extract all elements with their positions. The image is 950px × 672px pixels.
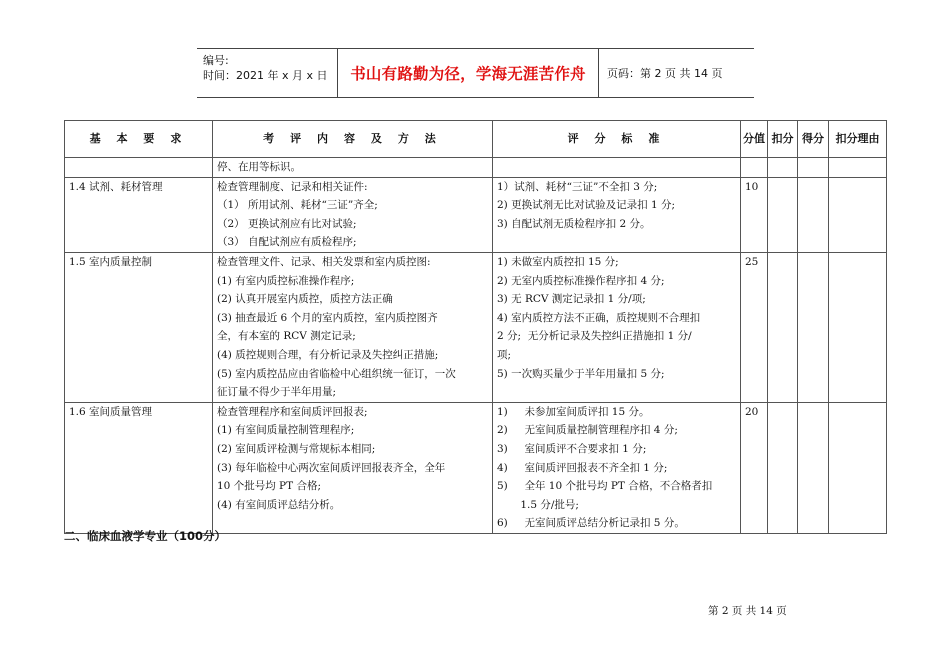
content-line: 检查管理制度、记录和相关证件: bbox=[217, 180, 368, 193]
section-title: 二、临床血液学专业（100分） bbox=[64, 529, 227, 543]
cell-score: 20 bbox=[741, 402, 768, 533]
cell-content bbox=[213, 252, 493, 402]
cell-requirement bbox=[65, 177, 213, 252]
cell-standard bbox=[493, 402, 741, 533]
standard-line: 5) 一次购买量少于半年用量扣 5 分; bbox=[497, 367, 665, 380]
evaluation-table bbox=[64, 120, 887, 534]
cell-standard bbox=[493, 158, 741, 178]
content-line: (3) 抽查最近 6 个月的室内质控，室内质控图齐 bbox=[217, 311, 438, 324]
header-got: 得分 bbox=[798, 121, 829, 158]
standard-line: 5) 全年 10 个批号均 PT 合格，不合格者扣 bbox=[497, 480, 713, 493]
cell-content bbox=[213, 402, 493, 533]
table-row bbox=[65, 252, 887, 402]
content-line: (2) 室间质评检测与常规标本相同; bbox=[217, 442, 376, 455]
requirement-text: 1.6 室间质量管理 bbox=[69, 405, 153, 418]
content-line: (3) 每年临检中心两次室间质评回报表齐全，全年 bbox=[217, 461, 446, 474]
table-header-row bbox=[65, 121, 887, 158]
cell-reason bbox=[829, 177, 887, 252]
cell-requirement bbox=[65, 402, 213, 533]
content-line: （3） 自配试剂应有质检程序; bbox=[217, 236, 357, 249]
header-reason: 扣分理由 bbox=[829, 121, 887, 158]
standard-line: 1) 未做室内质控扣 15 分; bbox=[497, 255, 619, 268]
header-motto: 书山有路勤为径，学海无涯苦作舟 bbox=[338, 49, 599, 97]
standard-line: 3) 自配试剂无质检程序扣 2 分。 bbox=[497, 217, 651, 230]
content-line: （1） 所用试剂、耗材“三证”齐全; bbox=[217, 199, 378, 212]
time-label: 时间：2021 年 x 月 x 日 bbox=[203, 69, 328, 82]
content-line: 全，有本室的 RCV 测定记录; bbox=[217, 330, 356, 343]
cell-got bbox=[798, 177, 829, 252]
table-row bbox=[65, 177, 887, 252]
standard-line: 4) 室内质控方法不正确，质控规则不合理扣 bbox=[497, 311, 701, 324]
standard-line: 1）试剂、耗材“三证”不全扣 3 分; bbox=[497, 180, 658, 193]
table-row bbox=[65, 402, 887, 533]
standard-line: 4) 室间质评回报表不齐全扣 1 分; bbox=[497, 461, 668, 474]
cell-got bbox=[798, 402, 829, 533]
requirement-text: 1.4 试剂、耗材管理 bbox=[69, 180, 163, 193]
header-page-label: 页码：第 2 页 共 14 页 bbox=[607, 67, 723, 80]
cell-reason bbox=[829, 252, 887, 402]
standard-line: 2) 无室间质量控制管理程序扣 4 分; bbox=[497, 424, 678, 437]
cell-requirement bbox=[65, 158, 213, 178]
cell-deduct bbox=[768, 252, 798, 402]
cell-score: 25 bbox=[741, 252, 768, 402]
table-body bbox=[65, 177, 887, 533]
standard-line: 2 分; 无分析记录及失控纠正措施扣 1 分/ bbox=[497, 330, 692, 343]
cell-score bbox=[741, 158, 768, 178]
content-line: （2） 更换试剂应有比对试验; bbox=[217, 217, 357, 230]
header-content: 考 评 内 容 及 方 法 bbox=[213, 121, 493, 158]
standard-line: 1) 未参加室间质评扣 15 分。 bbox=[497, 405, 650, 418]
header-meta-cell bbox=[197, 49, 338, 97]
page-footer: 第 2 页 共 14 页 bbox=[708, 605, 787, 617]
cell-deduct bbox=[768, 177, 798, 252]
header-score: 分值 bbox=[741, 121, 768, 158]
header-deduct: 扣分 bbox=[768, 121, 798, 158]
content-line: 征订量不得少于半年用量; bbox=[217, 386, 337, 399]
standard-line: 2) 无室内质控标准操作程序扣 4 分; bbox=[497, 274, 665, 287]
requirement-text: 1.5 室内质量控制 bbox=[69, 255, 153, 268]
content-line: (1) 有室内质控标准操作程序; bbox=[217, 274, 355, 287]
content-line: (5) 室内质控品应由省临检中心组织统一征订，一次 bbox=[217, 367, 456, 380]
content-line: 10 个批号均 PT 合格; bbox=[217, 480, 321, 493]
page-header bbox=[197, 48, 754, 98]
standard-line: 2) 更换试剂无比对试验及记录扣 1 分; bbox=[497, 199, 676, 212]
cell-standard bbox=[493, 177, 741, 252]
content-line: (4) 有室间质评总结分析。 bbox=[217, 498, 341, 511]
cell-deduct bbox=[768, 402, 798, 533]
standard-line: 1.5 分/批号; bbox=[497, 498, 579, 511]
standard-line: 6) 无室间质评总结分析记录扣 5 分。 bbox=[497, 517, 685, 530]
cell-reason bbox=[829, 402, 887, 533]
cell-got bbox=[798, 252, 829, 402]
cell-requirement bbox=[65, 252, 213, 402]
content-line: (1) 有室间质量控制管理程序; bbox=[217, 424, 355, 437]
number-label: 编号: bbox=[203, 54, 229, 67]
header-requirement: 基 本 要 求 bbox=[65, 121, 213, 158]
content-line: 检查管理文件、记录、相关发票和室内质控图: bbox=[217, 255, 431, 268]
standard-line: 3) 无 RCV 测定记录扣 1 分/项; bbox=[497, 293, 646, 306]
standard-line: 3) 室间质评不合要求扣 1 分; bbox=[497, 442, 647, 455]
cell-content: 停、在用等标识。 bbox=[213, 158, 493, 178]
header-standard: 评 分 标 准 bbox=[493, 121, 741, 158]
content-line: 检查管理程序和室间质评回报表; bbox=[217, 405, 368, 418]
content-line: (4) 质控规则合理，有分析记录及失控纠正措施; bbox=[217, 348, 439, 361]
content-line: (2) 认真开展室内质控，质控方法正确 bbox=[217, 293, 393, 306]
cell-standard bbox=[493, 252, 741, 402]
cell-deduct bbox=[768, 158, 798, 178]
cell-reason bbox=[829, 158, 887, 178]
table-row-continued bbox=[65, 158, 887, 178]
cell-content bbox=[213, 177, 493, 252]
cell-score: 10 bbox=[741, 177, 768, 252]
standard-line: 项; bbox=[497, 348, 512, 361]
cell-got bbox=[798, 158, 829, 178]
